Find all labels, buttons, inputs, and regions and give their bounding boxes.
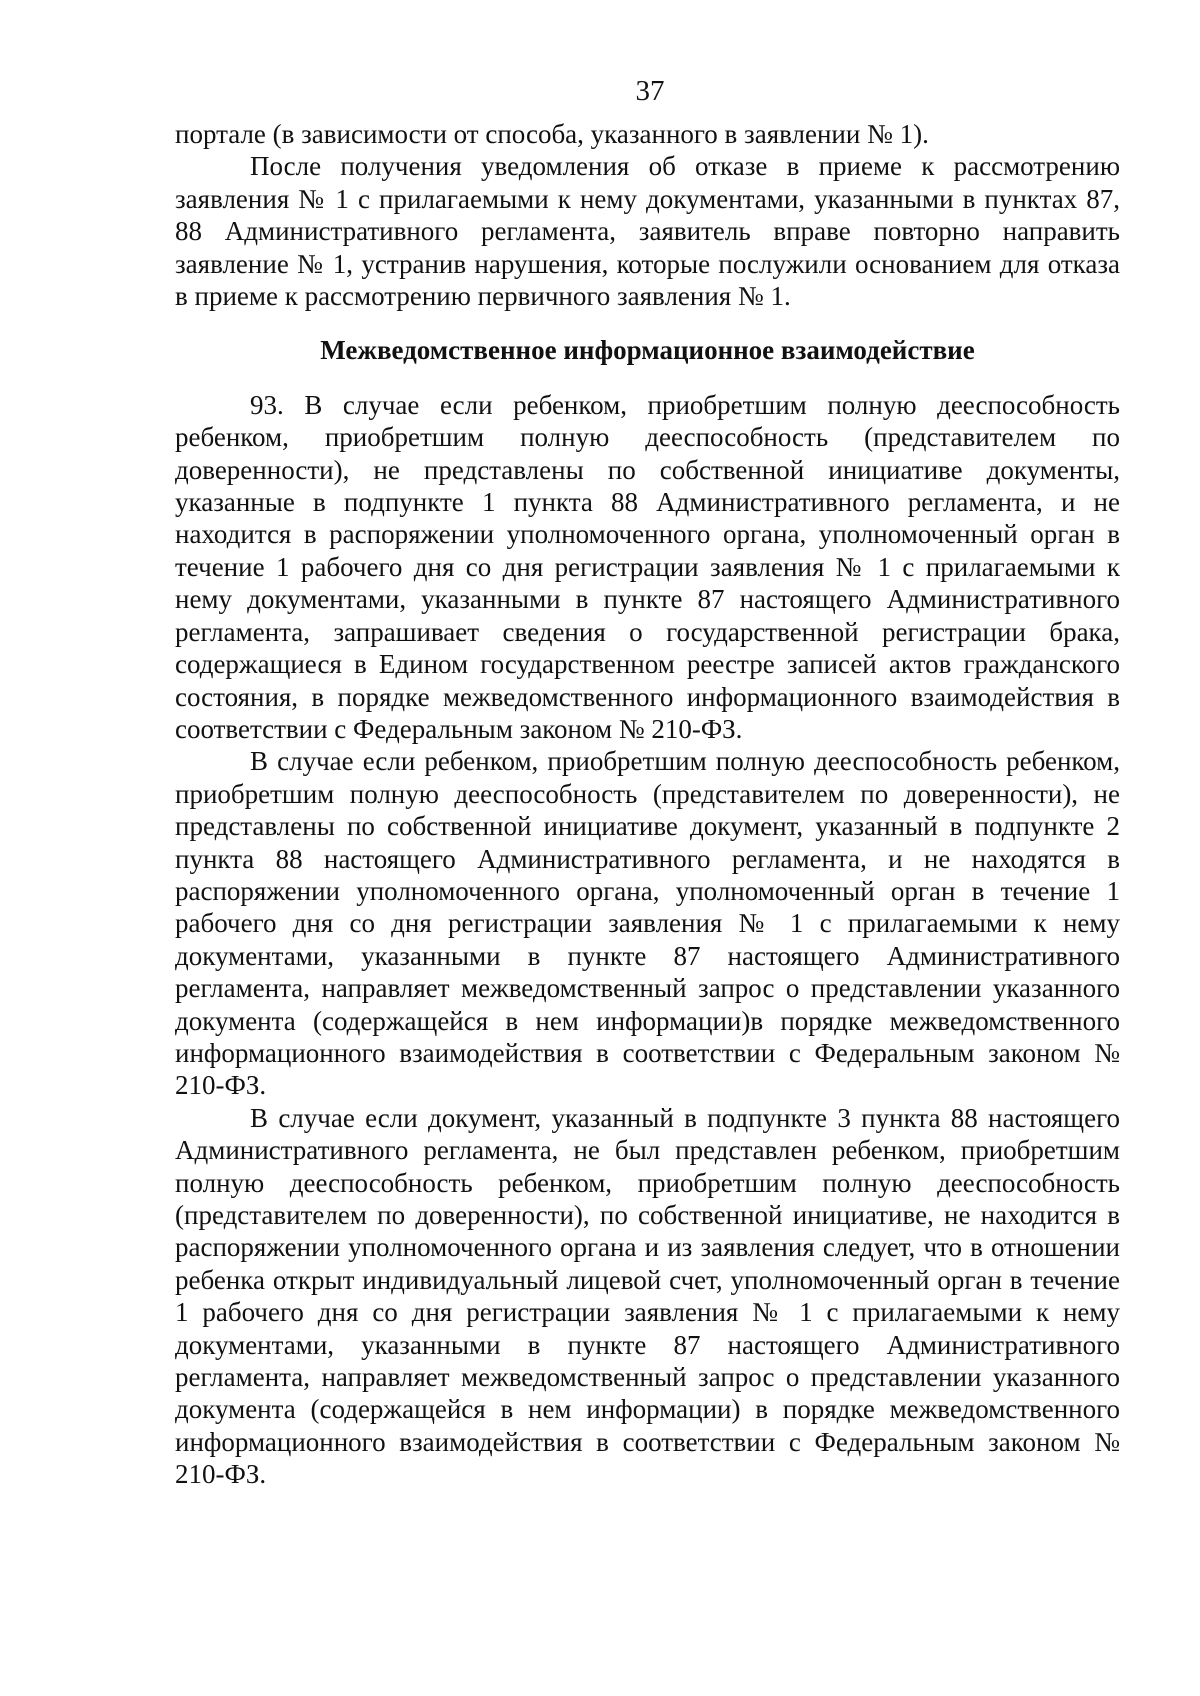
- document-body: [175, 118, 1120, 1491]
- paragraph-continuation: портале (в зависимости от способа, указанного в заявлении № 1).: [175, 119, 929, 149]
- section-heading: Межведомственное информационное взаимодействие: [320, 335, 975, 366]
- paragraph-resubmission: После получения уведомления об отказе в приеме к рассмотрению заявления № 1 с прилагаемыми к нему документами, указанными в пунктах 87, 88 Административного регламента, заявитель вправе повторно направить заявление № 1, устранив нарушения, которые послужили основанием для отказа в приеме к рассмотрению первичного заявления № 1.: [175, 151, 1120, 312]
- paragraph-93: 93. В случае если ребенком, приобретшим полную дееспособность ребенком, приобретшим полную дееспособность (представителем по доверенности), не представлены по собственной инициативе документы, указанные в подпункте 1 пункта 88 Административного регламента, и не находится в распоряжении уполномоченного органа, уполномоченный орган в течение 1 рабочего дня со дня регистрации заявления № 1 с прилагаемыми к нему документами, указанными в пункте 87 настоящего Административного регламента, запрашивает сведения о государственной регистрации брака, содержащиеся в Едином государственном реестре записей актов гражданского состояния, в порядке межведомственного информационного взаимодействия в соответствии с Федеральным законом № 210-ФЗ.: [175, 389, 1120, 744]
- paragraph-subpoint-2: В случае если ребенком, приобретшим полную дееспособность ребенком, приобретшим полную дееспособность (представителем по доверенности), не представлены по собственной инициативе документ, указанный в подпункте 2 пункта 88 настоящего Административного регламента, и не находятся в распоряжении уполномоченного органа, уполномоченный орган в течение 1 рабочего дня со дня регистрации заявления № 1 с прилагаемыми к нему документами, указанными в пункте 87 настоящего Административного регламента, направляет межведомственный запрос о представлении указанного документа (содержащейся в нем информации)в порядке межведомственного информационного взаимодействия в соответствии с Федеральным законом № 210-ФЗ.: [175, 746, 1120, 1101]
- paragraph-subpoint-3: В случае если документ, указанный в подпункте 3 пункта 88 настоящего Административного регламента, не был представлен ребенком, приобретшим полную дееспособность ребенком, приобретшим полную дееспособность (представителем по доверенности), по собственной инициативе, не находится в распоряжении уполномоченного органа и из заявления следует, что в отношении ребенка открыт индивидуальный лицевой счет, уполномоченный орган в течение 1 рабочего дня со дня регистрации заявления № 1 с прилагаемыми к нему документами, указанными в пункте 87 настоящего Административного регламента, направляет межведомственный запрос о представлении указанного документа (содержащейся в нем информации) в порядке межведомственного информационного взаимодействия в соответствии с Федеральным законом № 210-ФЗ.: [175, 1102, 1120, 1490]
- page-number: 37: [635, 75, 665, 107]
